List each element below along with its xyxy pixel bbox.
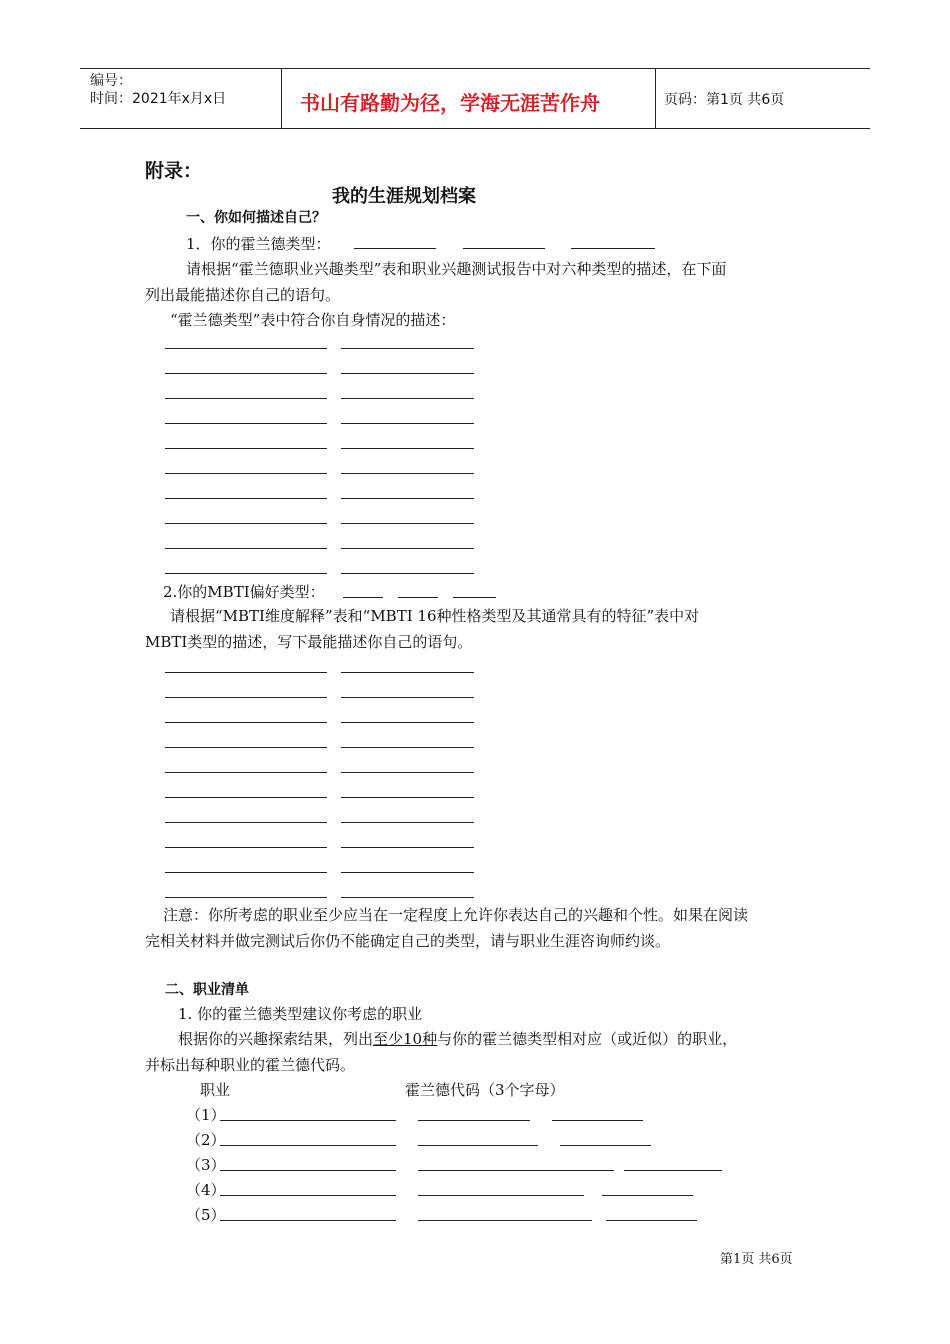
job-row-label: （2） xyxy=(186,1131,226,1149)
mbti-desc-line[interactable] xyxy=(165,872,327,873)
holland-type-blank-2[interactable] xyxy=(463,248,545,249)
holland-code-blank[interactable] xyxy=(418,1170,614,1171)
holland-desc-line[interactable] xyxy=(341,348,474,349)
mbti-desc-line[interactable] xyxy=(341,672,474,673)
mbti-desc-line[interactable] xyxy=(165,847,327,848)
mbti-desc-line[interactable] xyxy=(165,672,327,673)
holland-code-blank[interactable] xyxy=(560,1145,651,1146)
mbti-instruction-line2: MBTI类型的描述，写下最能描述你自己的语句。 xyxy=(145,633,473,651)
mbti-desc-line[interactable] xyxy=(165,722,327,723)
mbti-type-blank-3[interactable] xyxy=(453,597,496,598)
holland-desc-line[interactable] xyxy=(165,448,327,449)
mbti-desc-line[interactable] xyxy=(341,697,474,698)
job-name-blank[interactable] xyxy=(220,1120,396,1121)
holland-desc-line[interactable] xyxy=(165,473,327,474)
section2-item1: 1. 你的霍兰德类型建议你考虑的职业 xyxy=(178,1005,423,1023)
column-header-job: 职业 xyxy=(200,1081,231,1099)
holland-desc-line[interactable] xyxy=(165,423,327,424)
header-divider-1 xyxy=(281,68,282,128)
instruction-underlined: 至少10种 xyxy=(373,1030,438,1048)
mbti-desc-line[interactable] xyxy=(165,822,327,823)
holland-code-blank[interactable] xyxy=(418,1120,530,1121)
mbti-desc-line[interactable] xyxy=(341,822,474,823)
mbti-desc-line[interactable] xyxy=(165,897,327,898)
holland-desc-line[interactable] xyxy=(341,573,474,574)
mbti-desc-line[interactable] xyxy=(341,897,474,898)
job-name-blank[interactable] xyxy=(220,1195,396,1196)
holland-desc-line[interactable] xyxy=(165,348,327,349)
holland-desc-line[interactable] xyxy=(341,498,474,499)
holland-desc-line[interactable] xyxy=(165,398,327,399)
section2-instruction-line2: 并标出每种职业的霍兰德代码。 xyxy=(145,1056,356,1074)
document-title: 我的生涯规划档案 xyxy=(332,186,476,207)
holland-code-blank[interactable] xyxy=(552,1120,643,1121)
job-row-label: （5） xyxy=(186,1206,226,1224)
holland-desc-line[interactable] xyxy=(341,473,474,474)
mbti-desc-line[interactable] xyxy=(341,747,474,748)
column-header-code: 霍兰德代码（3个字母） xyxy=(405,1081,565,1099)
note-line2: 完相关材料并做完测试后你仍不能确定自己的类型，请与职业生涯咨询师约谈。 xyxy=(145,932,671,950)
section2-instruction-line1 xyxy=(178,1028,737,1049)
instruction-part2: 与你的霍兰德类型相对应（或近似）的职业， xyxy=(437,1030,738,1048)
mbti-desc-line[interactable] xyxy=(165,772,327,773)
holland-type-label: 1．你的霍兰德类型： xyxy=(186,235,331,253)
holland-type-blank-3[interactable] xyxy=(571,248,655,249)
holland-desc-line[interactable] xyxy=(341,523,474,524)
holland-desc-line[interactable] xyxy=(165,523,327,524)
holland-desc-line[interactable] xyxy=(165,548,327,549)
header-divider-2 xyxy=(655,68,656,128)
job-name-blank[interactable] xyxy=(220,1145,396,1146)
job-row-label: （4） xyxy=(186,1181,226,1199)
note-line1: 注意：你所考虑的职业至少应当在一定程度上允许你表达自己的兴趣和个性。如果在阅读 xyxy=(163,906,749,924)
holland-desc-line[interactable] xyxy=(165,573,327,574)
job-name-blank[interactable] xyxy=(220,1170,396,1171)
holland-desc-line[interactable] xyxy=(165,498,327,499)
instruction-part1: 根据你的兴趣探索结果，列出 xyxy=(178,1030,374,1048)
mbti-desc-line[interactable] xyxy=(341,722,474,723)
holland-desc-line[interactable] xyxy=(165,373,327,374)
mbti-desc-line[interactable] xyxy=(165,697,327,698)
holland-instruction-line2: 列出最能描述你自己的语句。 xyxy=(145,286,341,304)
header-bottom-rule xyxy=(80,128,870,129)
holland-code-blank[interactable] xyxy=(418,1145,538,1146)
mbti-desc-line[interactable] xyxy=(165,747,327,748)
header-time-label: 时间：2021年x月x日 xyxy=(90,91,227,107)
appendix-title: 附录： xyxy=(145,160,203,182)
mbti-desc-line[interactable] xyxy=(341,872,474,873)
holland-instruction-line1: 请根据“霍兰德职业兴趣类型”表和职业兴趣测试报告中对六种类型的描述，在下面 xyxy=(186,260,727,278)
mbti-desc-line[interactable] xyxy=(165,797,327,798)
header-top-rule xyxy=(80,68,870,69)
mbti-desc-line[interactable] xyxy=(341,772,474,773)
job-name-blank[interactable] xyxy=(220,1220,396,1221)
holland-desc-line[interactable] xyxy=(341,398,474,399)
mbti-desc-line[interactable] xyxy=(341,797,474,798)
holland-table-label: “霍兰德类型”表中符合你自身情况的描述： xyxy=(170,311,456,329)
holland-desc-line[interactable] xyxy=(341,373,474,374)
header-page-label: 页码：第1页 共6页 xyxy=(664,92,785,108)
holland-desc-line[interactable] xyxy=(341,448,474,449)
holland-code-blank[interactable] xyxy=(624,1170,722,1171)
mbti-type-label: 2.你的MBTI偏好类型： xyxy=(163,583,325,601)
holland-code-blank[interactable] xyxy=(606,1220,697,1221)
job-row-label: （3） xyxy=(186,1156,226,1174)
mbti-type-blank-2[interactable] xyxy=(398,597,438,598)
holland-code-blank[interactable] xyxy=(602,1195,693,1196)
holland-desc-line[interactable] xyxy=(341,548,474,549)
holland-code-blank[interactable] xyxy=(418,1195,584,1196)
holland-type-blank-1[interactable] xyxy=(354,248,436,249)
mbti-desc-line[interactable] xyxy=(341,847,474,848)
holland-code-blank[interactable] xyxy=(418,1220,592,1221)
job-row-label: （1） xyxy=(186,1106,226,1124)
holland-desc-line[interactable] xyxy=(341,423,474,424)
mbti-type-blank-1[interactable] xyxy=(343,597,383,598)
footer-page-number: 第1页 共6页 xyxy=(720,1252,793,1267)
section1-heading: 一、你如何描述自己？ xyxy=(186,210,326,226)
header-motto: 书山有路勤为径，学海无涯苦作舟 xyxy=(300,91,600,115)
header-number-label: 编号： xyxy=(90,73,132,89)
section2-heading: 二、职业清单 xyxy=(165,982,249,998)
mbti-instruction-line1: 请根据“MBTI维度解释”表和“MBTI 16种性格类型及其通常具有的特征”表中对 xyxy=(170,607,700,625)
